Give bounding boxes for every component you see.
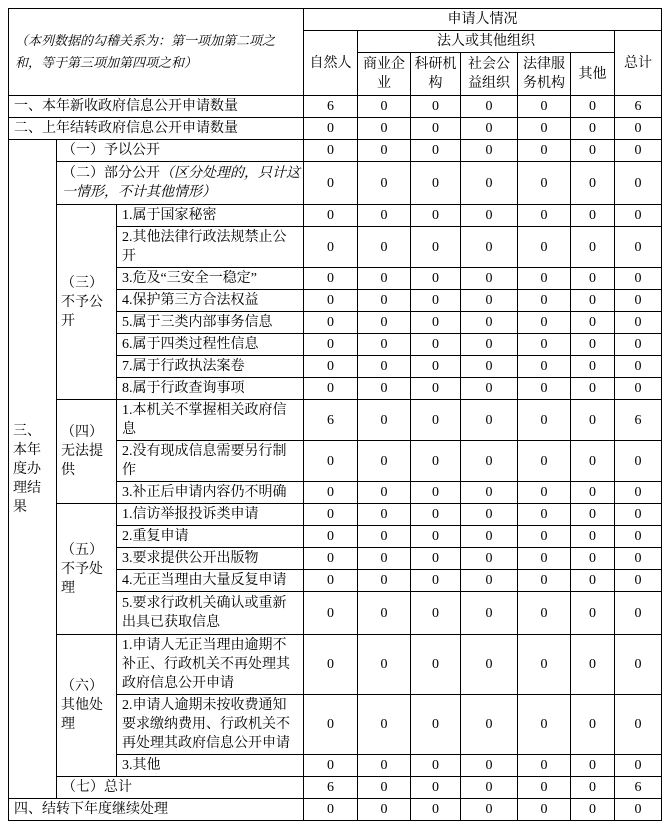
value-cell: 0 bbox=[358, 695, 411, 755]
table-row bbox=[9, 205, 662, 227]
value-cell: 0 bbox=[461, 118, 518, 140]
value-cell: 0 bbox=[518, 140, 571, 162]
header-research-institution: 科研机构 bbox=[411, 53, 461, 96]
value-cell: 0 bbox=[518, 441, 571, 482]
value-cell: 0 bbox=[615, 118, 662, 140]
value-cell: 0 bbox=[358, 290, 411, 312]
table-row bbox=[9, 777, 662, 799]
value-cell: 0 bbox=[571, 118, 615, 140]
value-cell: 0 bbox=[518, 635, 571, 695]
value-cell: 0 bbox=[571, 548, 615, 570]
value-cell: 0 bbox=[518, 548, 571, 570]
value-cell: 0 bbox=[411, 799, 461, 821]
table-row bbox=[9, 504, 662, 526]
value-cell: 0 bbox=[571, 755, 615, 777]
value-cell: 0 bbox=[304, 755, 358, 777]
value-cell: 0 bbox=[461, 441, 518, 482]
value-cell: 6 bbox=[615, 96, 662, 118]
value-cell: 0 bbox=[411, 695, 461, 755]
value-cell: 0 bbox=[461, 356, 518, 378]
value-cell: 0 bbox=[304, 312, 358, 334]
value-cell: 0 bbox=[518, 400, 571, 441]
table-row bbox=[9, 400, 662, 441]
value-cell: 0 bbox=[358, 227, 411, 268]
value-cell: 0 bbox=[358, 592, 411, 635]
value-cell: 0 bbox=[571, 312, 615, 334]
table-row bbox=[9, 140, 662, 162]
row-label-carry-to-next-year: 四、结转下年度继续处理 bbox=[9, 799, 304, 821]
disclosure-statistics-table bbox=[8, 8, 662, 821]
partial-label-note: （区分处理的，只计这一情形，不计其他情形） bbox=[62, 166, 300, 200]
value-cell: 0 bbox=[358, 162, 411, 205]
value-cell: 0 bbox=[358, 504, 411, 526]
value-cell: 0 bbox=[304, 635, 358, 695]
row-label-granted: （一）予以公开 bbox=[57, 140, 304, 162]
value-cell: 0 bbox=[571, 96, 615, 118]
value-cell: 0 bbox=[571, 441, 615, 482]
value-cell: 0 bbox=[571, 205, 615, 227]
value-cell: 0 bbox=[411, 356, 461, 378]
value-cell: 0 bbox=[518, 504, 571, 526]
value-cell: 0 bbox=[461, 504, 518, 526]
row-label-overdue-no-payment: 2.申请人逾期未按收费通知要求缴纳费用、行政机关不再处理其政府信息公开申请 bbox=[117, 695, 304, 755]
value-cell: 0 bbox=[411, 570, 461, 592]
value-cell: 0 bbox=[411, 312, 461, 334]
value-cell: 0 bbox=[358, 526, 411, 548]
value-cell: 0 bbox=[461, 96, 518, 118]
value-cell: 0 bbox=[461, 268, 518, 290]
value-cell: 0 bbox=[518, 356, 571, 378]
value-cell: 0 bbox=[615, 695, 662, 755]
value-cell: 0 bbox=[461, 635, 518, 695]
value-cell: 0 bbox=[304, 356, 358, 378]
value-cell: 0 bbox=[358, 482, 411, 504]
value-cell: 0 bbox=[461, 526, 518, 548]
value-cell: 0 bbox=[304, 482, 358, 504]
value-cell: 0 bbox=[411, 334, 461, 356]
value-cell: 0 bbox=[615, 312, 662, 334]
value-cell: 6 bbox=[615, 400, 662, 441]
value-cell: 0 bbox=[358, 548, 411, 570]
value-cell: 0 bbox=[615, 482, 662, 504]
header-total: 总计 bbox=[615, 31, 662, 96]
value-cell: 0 bbox=[615, 356, 662, 378]
value-cell: 0 bbox=[518, 205, 571, 227]
value-cell: 0 bbox=[615, 504, 662, 526]
value-cell: 0 bbox=[411, 635, 461, 695]
header-commercial-enterprise: 商业企业 bbox=[358, 53, 411, 96]
value-cell: 0 bbox=[461, 695, 518, 755]
value-cell: 0 bbox=[304, 695, 358, 755]
header-legal-or-other-org: 法人或其他组织 bbox=[358, 31, 615, 53]
value-cell: 0 bbox=[411, 548, 461, 570]
value-cell: 0 bbox=[615, 290, 662, 312]
value-cell: 0 bbox=[411, 526, 461, 548]
value-cell: 0 bbox=[411, 162, 461, 205]
value-cell: 0 bbox=[461, 140, 518, 162]
value-cell: 0 bbox=[571, 777, 615, 799]
row-label-need-creation: 2.没有现成信息需要另行制作 bbox=[117, 441, 304, 482]
row-label-subtotal: （七）总计 bbox=[57, 777, 304, 799]
value-cell: 0 bbox=[304, 504, 358, 526]
row-label-enforcement-files: 7.属于行政执法案卷 bbox=[117, 356, 304, 378]
value-cell: 0 bbox=[518, 312, 571, 334]
value-cell: 0 bbox=[615, 441, 662, 482]
value-cell: 0 bbox=[411, 205, 461, 227]
value-cell: 0 bbox=[411, 268, 461, 290]
value-cell: 0 bbox=[461, 378, 518, 400]
value-cell: 0 bbox=[615, 570, 662, 592]
value-cell: 0 bbox=[518, 227, 571, 268]
value-cell: 0 bbox=[358, 356, 411, 378]
value-cell: 0 bbox=[304, 205, 358, 227]
value-cell: 0 bbox=[461, 570, 518, 592]
value-cell: 0 bbox=[518, 695, 571, 755]
header-legal-service-org: 法律服务机构 bbox=[518, 53, 571, 96]
reconciliation-note: （本列数据的勾稽关系为：第一项加第二项之和，等于第三项加第四项之和） bbox=[9, 9, 304, 96]
value-cell: 0 bbox=[615, 799, 662, 821]
value-cell: 0 bbox=[304, 592, 358, 635]
group-label-unable-to-provide: （四）无法提供 bbox=[57, 400, 117, 504]
value-cell: 0 bbox=[358, 570, 411, 592]
section-label-current-year-results: 三、本年度办理结果 bbox=[9, 140, 57, 799]
value-cell: 0 bbox=[518, 334, 571, 356]
value-cell: 0 bbox=[411, 227, 461, 268]
value-cell: 0 bbox=[518, 378, 571, 400]
header-applicant-situation: 申请人情况 bbox=[304, 9, 662, 31]
value-cell: 6 bbox=[615, 777, 662, 799]
value-cell: 0 bbox=[571, 695, 615, 755]
value-cell: 0 bbox=[461, 334, 518, 356]
value-cell: 0 bbox=[571, 227, 615, 268]
header-other-org: 其他 bbox=[571, 53, 615, 96]
value-cell: 0 bbox=[518, 290, 571, 312]
value-cell: 0 bbox=[461, 755, 518, 777]
table-row bbox=[9, 162, 662, 205]
value-cell: 0 bbox=[304, 268, 358, 290]
value-cell: 0 bbox=[304, 548, 358, 570]
value-cell: 0 bbox=[358, 140, 411, 162]
row-label-law-prohibited: 2.其他法律行政法规禁止公开 bbox=[117, 227, 304, 268]
value-cell: 0 bbox=[571, 482, 615, 504]
value-cell: 0 bbox=[461, 592, 518, 635]
row-label-admin-query: 8.属于行政查询事项 bbox=[117, 378, 304, 400]
value-cell: 0 bbox=[304, 378, 358, 400]
value-cell: 0 bbox=[571, 290, 615, 312]
row-label-mass-repeated: 4.无正当理由大量反复申请 bbox=[117, 570, 304, 592]
value-cell: 0 bbox=[518, 799, 571, 821]
value-cell: 0 bbox=[461, 482, 518, 504]
value-cell: 0 bbox=[461, 400, 518, 441]
value-cell: 0 bbox=[615, 526, 662, 548]
value-cell: 0 bbox=[571, 526, 615, 548]
value-cell: 0 bbox=[518, 118, 571, 140]
row-label-other: 3.其他 bbox=[117, 755, 304, 777]
row-label-process-info: 6.属于四类过程性信息 bbox=[117, 334, 304, 356]
row-label-endanger-safety: 3.危及“三安全一稳定” bbox=[117, 268, 304, 290]
row-label-still-unclear: 3.补正后申请内容仍不明确 bbox=[117, 482, 304, 504]
row-label-carried-from-last-year: 二、上年结转政府信息公开申请数量 bbox=[9, 118, 304, 140]
value-cell: 0 bbox=[358, 378, 411, 400]
value-cell: 0 bbox=[571, 799, 615, 821]
value-cell: 6 bbox=[304, 400, 358, 441]
value-cell: 0 bbox=[461, 162, 518, 205]
value-cell: 0 bbox=[571, 140, 615, 162]
value-cell: 0 bbox=[615, 635, 662, 695]
value-cell: 0 bbox=[571, 592, 615, 635]
row-label-overdue-no-correction: 1.申请人无正当理由逾期不补正、行政机关不再处理其政府信息公开申请 bbox=[117, 635, 304, 695]
value-cell: 0 bbox=[461, 205, 518, 227]
value-cell: 0 bbox=[615, 548, 662, 570]
value-cell: 0 bbox=[411, 290, 461, 312]
value-cell: 0 bbox=[358, 777, 411, 799]
value-cell: 0 bbox=[304, 334, 358, 356]
row-label-repeat-application: 2.重复申请 bbox=[117, 526, 304, 548]
value-cell: 6 bbox=[304, 96, 358, 118]
value-cell: 0 bbox=[411, 777, 461, 799]
value-cell: 0 bbox=[461, 548, 518, 570]
row-label-petition-type: 1.信访举报投诉类申请 bbox=[117, 504, 304, 526]
value-cell: 0 bbox=[615, 755, 662, 777]
value-cell: 0 bbox=[304, 441, 358, 482]
value-cell: 0 bbox=[461, 312, 518, 334]
value-cell: 0 bbox=[615, 227, 662, 268]
value-cell: 0 bbox=[518, 526, 571, 548]
row-label-new-received: 一、本年新收政府信息公开申请数量 bbox=[9, 96, 304, 118]
value-cell: 0 bbox=[571, 356, 615, 378]
value-cell: 0 bbox=[411, 140, 461, 162]
value-cell: 0 bbox=[304, 227, 358, 268]
value-cell: 0 bbox=[518, 96, 571, 118]
value-cell: 0 bbox=[358, 96, 411, 118]
value-cell: 0 bbox=[615, 140, 662, 162]
value-cell: 0 bbox=[615, 378, 662, 400]
group-label-other-handling: （六）其他处理 bbox=[57, 635, 117, 777]
header-natural-person: 自然人 bbox=[304, 31, 358, 96]
value-cell: 0 bbox=[411, 400, 461, 441]
group-label-not-processed: （五）不予处理 bbox=[57, 504, 117, 635]
value-cell: 0 bbox=[461, 777, 518, 799]
value-cell: 0 bbox=[615, 334, 662, 356]
partial-label-main: （二）部分公开 bbox=[62, 166, 160, 181]
value-cell: 0 bbox=[615, 162, 662, 205]
value-cell: 0 bbox=[358, 268, 411, 290]
header-public-welfare-org: 社会公益组织 bbox=[461, 53, 518, 96]
row-label-partial bbox=[57, 162, 304, 205]
value-cell: 0 bbox=[304, 140, 358, 162]
value-cell: 0 bbox=[358, 334, 411, 356]
value-cell: 0 bbox=[571, 268, 615, 290]
row-label-publications: 3.要求提供公开出版物 bbox=[117, 548, 304, 570]
value-cell: 0 bbox=[358, 205, 411, 227]
table-row bbox=[9, 635, 662, 695]
value-cell: 0 bbox=[304, 290, 358, 312]
group-label-refused: （三）不予公开 bbox=[57, 205, 117, 400]
value-cell: 0 bbox=[571, 400, 615, 441]
value-cell: 0 bbox=[411, 118, 461, 140]
value-cell: 0 bbox=[518, 268, 571, 290]
value-cell: 0 bbox=[358, 799, 411, 821]
value-cell: 0 bbox=[518, 162, 571, 205]
row-label-not-held: 1.本机关不掌握相关政府信息 bbox=[117, 400, 304, 441]
value-cell: 0 bbox=[304, 162, 358, 205]
value-cell: 0 bbox=[461, 227, 518, 268]
value-cell: 0 bbox=[411, 482, 461, 504]
table-row bbox=[9, 96, 662, 118]
value-cell: 0 bbox=[518, 755, 571, 777]
value-cell: 0 bbox=[518, 482, 571, 504]
value-cell: 0 bbox=[571, 504, 615, 526]
value-cell: 0 bbox=[571, 635, 615, 695]
value-cell: 0 bbox=[411, 96, 461, 118]
row-label-confirm-reissue: 5.要求行政机关确认或重新出具已获取信息 bbox=[117, 592, 304, 635]
value-cell: 0 bbox=[358, 635, 411, 695]
value-cell: 0 bbox=[518, 570, 571, 592]
row-label-state-secret: 1.属于国家秘密 bbox=[117, 205, 304, 227]
value-cell: 0 bbox=[358, 400, 411, 441]
value-cell: 0 bbox=[461, 799, 518, 821]
value-cell: 0 bbox=[358, 312, 411, 334]
value-cell: 0 bbox=[615, 205, 662, 227]
value-cell: 0 bbox=[518, 777, 571, 799]
value-cell: 0 bbox=[518, 592, 571, 635]
value-cell: 0 bbox=[615, 268, 662, 290]
value-cell: 6 bbox=[304, 777, 358, 799]
value-cell: 0 bbox=[411, 504, 461, 526]
value-cell: 0 bbox=[304, 799, 358, 821]
value-cell: 0 bbox=[411, 441, 461, 482]
table-row bbox=[9, 799, 662, 821]
table-row bbox=[9, 118, 662, 140]
value-cell: 0 bbox=[304, 526, 358, 548]
value-cell: 0 bbox=[615, 592, 662, 635]
value-cell: 0 bbox=[571, 162, 615, 205]
value-cell: 0 bbox=[571, 378, 615, 400]
value-cell: 0 bbox=[411, 755, 461, 777]
row-label-third-party-rights: 4.保护第三方合法权益 bbox=[117, 290, 304, 312]
value-cell: 0 bbox=[571, 570, 615, 592]
value-cell: 0 bbox=[358, 441, 411, 482]
value-cell: 0 bbox=[304, 570, 358, 592]
value-cell: 0 bbox=[358, 118, 411, 140]
value-cell: 0 bbox=[411, 592, 461, 635]
value-cell: 0 bbox=[461, 290, 518, 312]
value-cell: 0 bbox=[304, 118, 358, 140]
value-cell: 0 bbox=[411, 378, 461, 400]
value-cell: 0 bbox=[358, 755, 411, 777]
header-row-1 bbox=[9, 9, 662, 31]
row-label-internal-affairs: 5.属于三类内部事务信息 bbox=[117, 312, 304, 334]
value-cell: 0 bbox=[571, 334, 615, 356]
